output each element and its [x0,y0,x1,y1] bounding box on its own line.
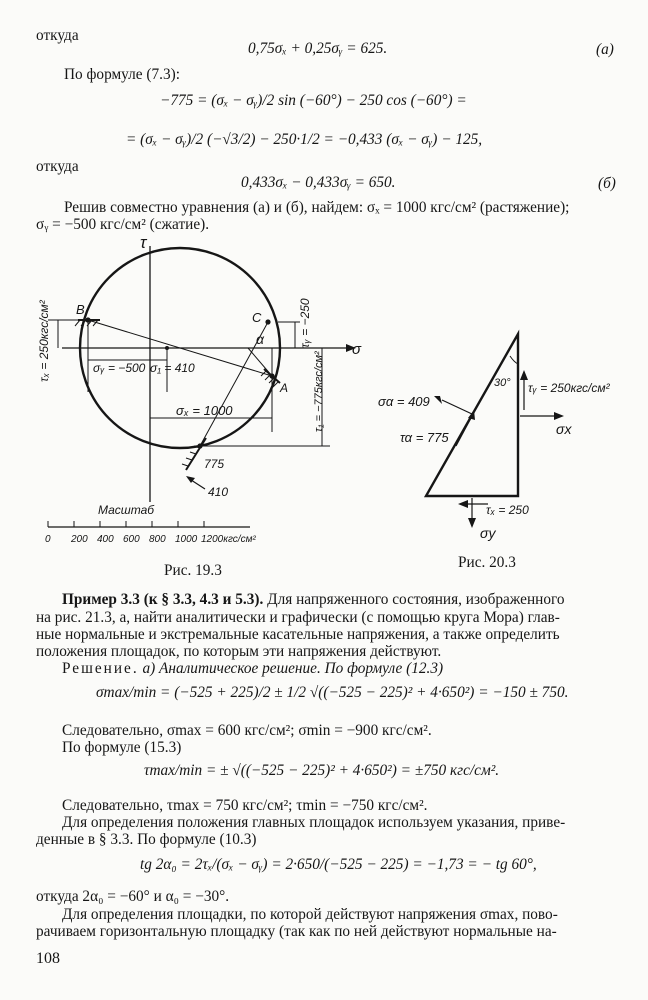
mohr-circle-figure [0,232,380,582]
scale-tick-label: 800 [149,534,166,545]
point-sigma-1 [165,346,169,350]
equation-sigma-max: σmax/min = (−525 + 225)/2 ± 1/2 √((−525 − 225)² + 4·650²) = −150 ± 750. [96,684,569,701]
equation-line: = (σₓ − σᵧ)/2 (−√3/2) − 250·1/2 = −0,433 (σₓ − σᵧ) − 125, [126,131,483,148]
label-C: C [252,310,262,325]
point-C [265,319,270,324]
text-line: Следовательно, σmax = 600 кгс/см²; σmin = −900 кгс/см². [62,722,432,739]
tau-y-label: τᵧ = 250кгс/см² [528,381,610,395]
tau-alpha-label: τα = 775 [400,430,449,445]
angle-label: 30° [494,377,511,389]
figure-20-caption: Рис. 20.3 [458,554,516,571]
text-line: По формуле (15.3) [62,739,182,756]
equation-b: 0,433σₓ − 0,433σᵧ = 650. [241,174,396,191]
scale-tick-label: 1000 [175,534,198,545]
sigma-alpha-arrow [442,400,472,414]
text-line: рачиваем горизонтальную площадку (так как по ней действуют нормальные на- [36,923,557,940]
scale-title: Масштаб [98,503,155,517]
scale-tick-label: 600 [123,534,140,545]
figure-19-caption: Рис. 19.3 [164,562,222,579]
tau-axis-label: τ [140,233,147,252]
text-line: Решив совместно уравнения (а) и (б), найдем: σₓ = 1000 кгс/см² (растяжение); [64,199,570,216]
text-line: откуда [36,158,79,175]
label-775: 775 [204,457,225,471]
tau-x-arrowhead [458,500,468,508]
example-title: Пример 3.3 (к § 3.3, 4.3 и 5.3). [62,591,264,608]
equation-a-tag: (а) [596,41,614,58]
sigma-alpha-arrowhead [434,396,442,404]
equation-a: 0,75σₓ + 0,25σᵧ = 625. [248,40,388,57]
equation-tg: tg 2α₀ = 2τₓ/(σₓ − σᵧ) = 2·650/(−525 − 225) = −1,73 = − tg 60°, [140,856,537,873]
scale-tick-label: 400 [97,534,114,545]
label-alpha: α [256,331,264,347]
scale-tick-label: 200 [71,534,88,545]
page-number: 108 [36,950,60,967]
label-tau-1: τ₁ = −775кгс/см² [313,351,325,432]
text-line: откуда 2α₀ = −60° и α₀ = −30°. [36,888,230,905]
sigma-axis-label: σ [352,341,362,358]
tau-y-arrowhead [520,370,528,380]
label-A: A [280,381,289,395]
sigma-y-label: σy [480,525,496,541]
angle-arc [510,356,518,364]
equation-b-tag: (б) [598,175,616,192]
text-line: денные в § 3.3. По формуле (10.3) [36,831,257,848]
sigma-alpha-label: σα = 409 [378,394,430,409]
example-heading-line [62,591,565,609]
label-sigma-x: σₓ = 1000 [176,403,233,418]
point-A [269,373,274,378]
text-line: Для определения положения главных площадок используем указания, приве- [62,814,566,831]
text-line: откуда [36,27,79,44]
point-B [85,317,90,322]
tau-x-label: τₓ = 250 [486,503,529,517]
solution-line [62,660,443,678]
scale-tick-label: 0 [45,534,51,545]
sigma-x-label: σx [556,421,572,437]
label-tau-y: τᵧ = −250 [298,298,312,348]
text-line: По формуле (7.3): [64,66,180,83]
label-410: 410 [208,485,229,499]
text-line: на рис. 21.3, а, найти аналитически и графически (с помощью круга Мора) глав- [36,609,560,626]
equation-line: −775 = (σₓ − σᵧ)/2 sin (−60°) − 250 cos (−60°) = [160,92,467,109]
stress-element-figure [360,320,648,560]
sigma-y-arrowhead [468,518,476,528]
label-sigma-1: σ₁ = 410 [150,361,195,375]
text-line: Следовательно, τmax = 750 кгс/см²; τmin = −750 кгс/см². [62,797,428,814]
solution-word: Решение. [62,660,139,677]
scale-ticks [45,521,256,545]
sigma-x-arrowhead [554,412,564,420]
text-line: положения площадок, по которым эти напряжения действуют. [36,643,442,660]
label-B: B [76,302,85,317]
text-line: σᵧ = −500 кгс/см² (сжатие). [36,216,210,233]
label-tau-x: τₓ = 250кгс/см² [37,300,51,382]
text-line: ные нормальные и экстремальные касательные напряжения, а также определить [36,626,560,643]
scale-tick-label: 1200кгс/см² [201,534,256,545]
text-line: Для определения площадки, по которой действуют напряжения σmax, пово- [62,906,558,923]
solution-text: а) Аналитическое решение. По формуле (12.3) [138,660,444,677]
label-sigma-y: σᵧ = −500 [93,361,146,375]
tau-alpha-arrow [456,416,472,446]
equation-tau-max: τmax/min = ± √((−525 − 225)² + 4·650²) = ±750 кгс/см². [144,762,500,779]
point-775 [197,443,202,448]
example-text: Для напряженного состояния, изображенного [263,591,565,608]
